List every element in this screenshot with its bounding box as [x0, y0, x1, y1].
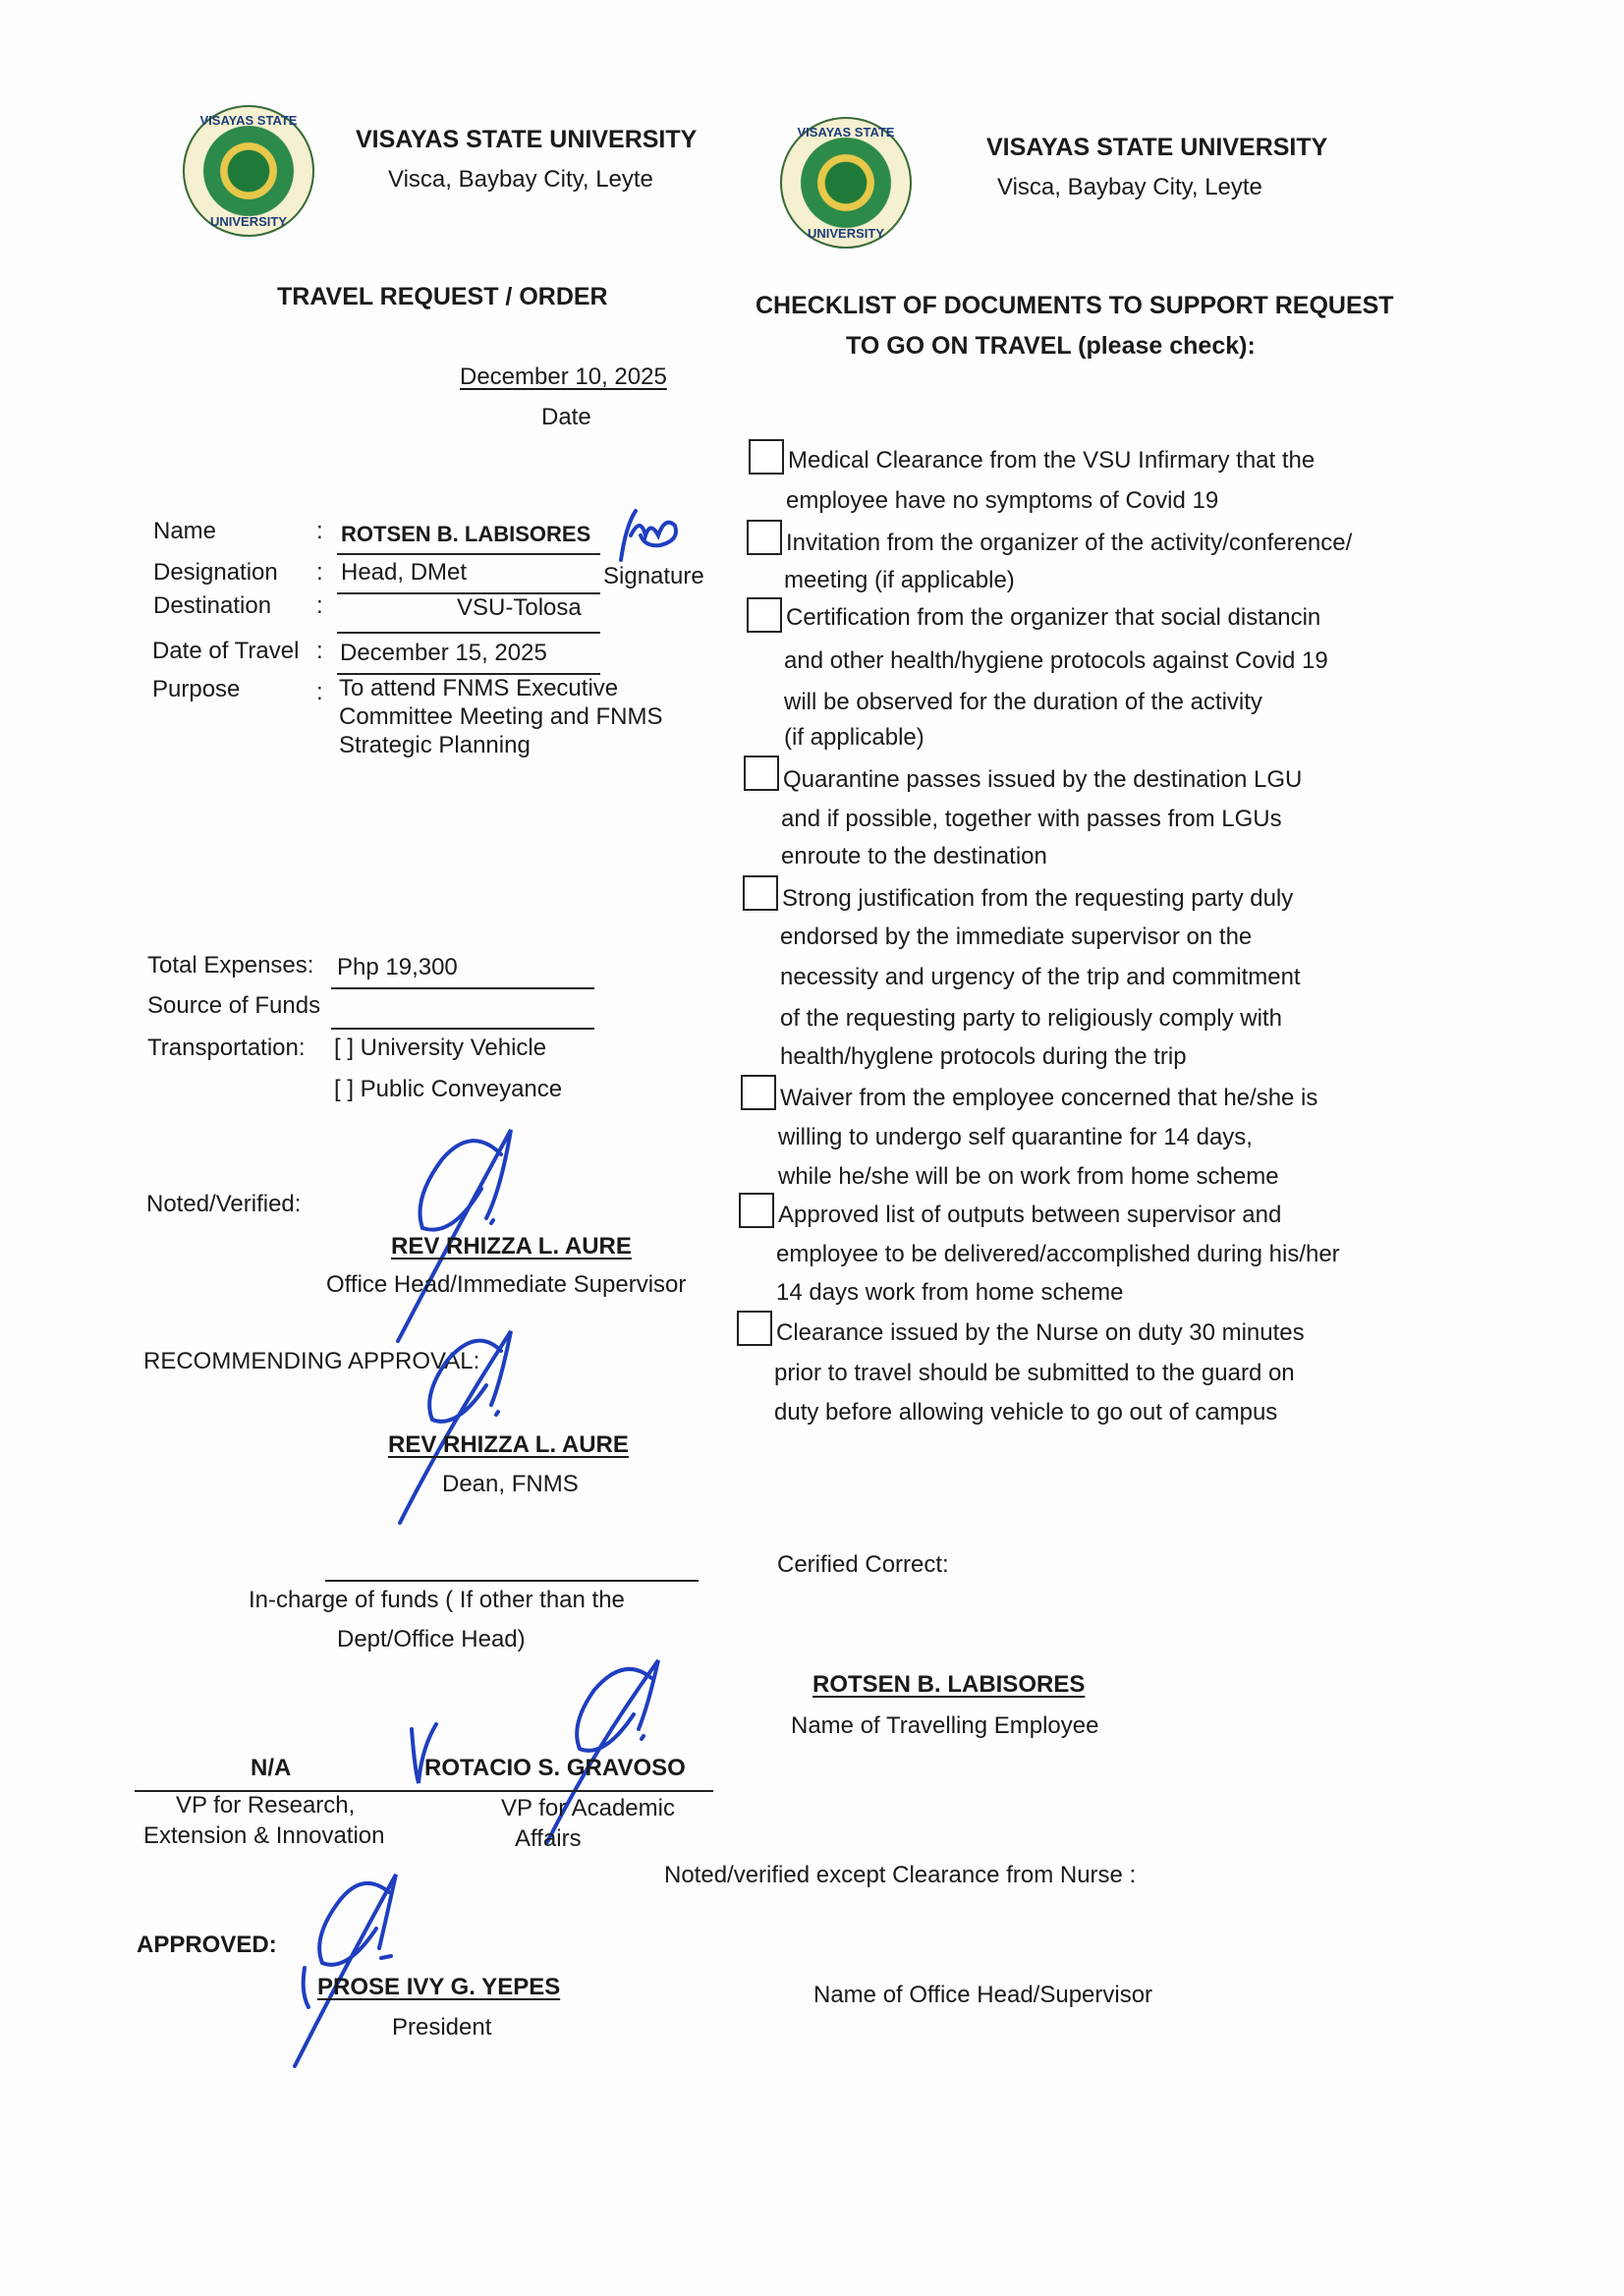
vp-research-name: N/A [251, 1755, 292, 1781]
name-underline [337, 553, 600, 555]
colon: : [316, 638, 323, 664]
destination-value: VSU-Tolosa [457, 594, 582, 621]
checklist-item-text: employee have no symptoms of Covid 19 [786, 487, 1219, 514]
supervisor-title: Office Head/Immediate Supervisor [326, 1271, 687, 1298]
checklist-checkbox[interactable] [747, 520, 782, 555]
dean-signature [398, 1331, 516, 1528]
checklist-checkbox[interactable] [749, 439, 784, 475]
checklist-item-text: Invitation from the organizer of the activity/conference/ [786, 530, 1353, 556]
checklist-item-text: Quarantine passes issued by the destination LGU [783, 766, 1303, 793]
vp-research-title-2: Extension & Innovation [143, 1822, 385, 1849]
certified-correct-label: Cerified Correct: [777, 1551, 949, 1578]
office-head-label: Name of Office Head/Supervisor [813, 1982, 1153, 2008]
purpose-line: Committee Meeting and FNMS [339, 703, 663, 730]
date-label: Date [541, 404, 591, 430]
noted-except-nurse-label: Noted/verified except Clearance from Nurse : [664, 1862, 1137, 1888]
date-of-travel-label: Date of Travel [152, 638, 300, 664]
form-title: TRAVEL REQUEST / ORDER [277, 283, 608, 310]
checklist-item-text: employee to be delivered/accomplished during his/her [776, 1241, 1340, 1267]
vp-academic-title-2: Affairs [515, 1825, 582, 1852]
checklist-item-text: necessity and urgency of the trip and commitment [780, 964, 1301, 990]
total-expenses-value: Php 19,300 [337, 954, 458, 980]
checklist-item-text: Approved list of outputs between supervisor and [778, 1202, 1282, 1228]
checklist-item-text: Clearance issued by the Nurse on duty 30 minutes [776, 1319, 1305, 1346]
colon: : [316, 518, 323, 544]
checklist-item-text: Medical Clearance from the VSU Infirmary that the [788, 447, 1316, 474]
name-label: Name [153, 518, 217, 544]
dean-name: REV RHIZZA L. AURE [388, 1431, 629, 1458]
funds-incharge-label-2: Dept/Office Head) [337, 1626, 526, 1652]
transport-option-public-conveyance[interactable]: [ ] Public Conveyance [334, 1076, 563, 1102]
noted-verified-label: Noted/Verified: [146, 1191, 302, 1217]
source-of-funds-underline [331, 1028, 594, 1030]
president-title: President [392, 2014, 492, 2041]
checklist-checkbox[interactable] [739, 1193, 774, 1228]
checklist-checkbox[interactable] [744, 756, 779, 791]
approved-label: APPROVED: [137, 1932, 277, 1958]
transportation-label: Transportation: [147, 1035, 306, 1061]
checklist-item-text: 14 days work from home scheme [776, 1279, 1124, 1306]
checklist-item-text: and if possible, together with passes from LGUs [781, 806, 1282, 832]
recommending-approval-label: RECOMMENDING APPROVAL: [143, 1348, 480, 1374]
checklist-item-text: Strong justification from the requesting party duly [782, 885, 1294, 912]
checklist-title: CHECKLIST OF DOCUMENTS TO SUPPORT REQUEST [756, 292, 1394, 319]
checklist-checkbox[interactable] [747, 597, 782, 633]
checklist-checkbox[interactable] [737, 1311, 772, 1346]
president-signature [293, 1875, 401, 2071]
checklist-item-text: Certification from the organizer that social distancin [786, 604, 1321, 631]
checklist-item-text: while he/she will be on work from home scheme [778, 1163, 1279, 1190]
name-value: ROTSEN B. LABISORES [341, 522, 591, 546]
university-name-right: VISAYAS STATE UNIVERSITY [986, 134, 1328, 161]
university-address-right: Visca, Baybay City, Leyte [997, 174, 1262, 200]
checklist-item-text: Waiver from the employee concerned that he/she is [780, 1085, 1318, 1111]
checklist-checkbox[interactable] [741, 1075, 776, 1110]
transport-option-university-vehicle[interactable]: [ ] University Vehicle [334, 1035, 547, 1061]
supervisor-name: REV RHIZZA L. AURE [391, 1233, 632, 1260]
purpose-label: Purpose [152, 676, 241, 702]
designation-value: Head, DMet [341, 559, 468, 586]
vp-research-title: VP for Research, [176, 1792, 356, 1819]
designation-label: Designation [153, 559, 278, 586]
funds-incharge-line [325, 1580, 699, 1582]
president-name: PROSE IVY G. YEPES [317, 1974, 561, 2000]
checklist-item-text: of the requesting party to religiously comply with [780, 1005, 1282, 1032]
date-of-travel-value: December 15, 2025 [340, 640, 547, 666]
colon: : [316, 679, 323, 705]
request-date: December 10, 2025 [460, 364, 667, 390]
signature-label: Signature [603, 563, 704, 589]
dean-title: Dean, FNMS [442, 1471, 579, 1497]
colon: : [316, 592, 323, 619]
employee-signature [601, 506, 690, 565]
checklist-checkbox[interactable] [743, 875, 778, 911]
university-seal-right: VISAYAS STATE UNIVERSITY [780, 117, 912, 249]
checklist-item-text: and other health/hygiene protocols against Covid 19 [784, 647, 1328, 674]
university-address-left: Visca, Baybay City, Leyte [388, 166, 653, 193]
destination-label: Destination [153, 592, 272, 619]
purpose-line: Strategic Planning [339, 732, 531, 758]
purpose-line: To attend FNMS Executive [339, 675, 619, 701]
university-seal-left: VISAYAS STATE UNIVERSITY [183, 105, 314, 237]
funds-incharge-label: In-charge of funds ( If other than the [249, 1587, 625, 1613]
checklist-item-text: will be observed for the duration of the activity [784, 689, 1262, 715]
total-expenses-label: Total Expenses: [147, 952, 314, 979]
university-name-left: VISAYAS STATE UNIVERSITY [356, 126, 698, 153]
vp-academic-title: VP for Academic [501, 1795, 675, 1821]
checklist-item-text: (if applicable) [784, 724, 924, 751]
checklist-item-text: prior to travel should be submitted to the guard on [774, 1360, 1295, 1386]
total-expenses-underline [331, 987, 594, 989]
checklist-item-text: endorsed by the immediate supervisor on the [780, 924, 1253, 950]
checklist-item-text: willing to undergo self quarantine for 14 days, [778, 1124, 1253, 1150]
checklist-item-text: enroute to the destination [781, 843, 1047, 869]
colon: : [316, 559, 323, 586]
checklist-title-2: TO GO ON TRAVEL (please check): [846, 332, 1256, 360]
destination-underline [337, 632, 600, 634]
checklist-item-text: meeting (if applicable) [784, 567, 1015, 593]
checklist-item-text: duty before allowing vehicle to go out of campus [774, 1399, 1278, 1426]
travelling-employee-name: ROTSEN B. LABISORES [812, 1671, 1086, 1698]
source-of-funds-label: Source of Funds [147, 992, 321, 1019]
vp-academic-name: ROTACIO S. GRAVOSO [424, 1755, 686, 1781]
travelling-employee-label: Name of Travelling Employee [791, 1712, 1099, 1739]
checklist-item-text: health/hyglene protocols during the trip [780, 1043, 1187, 1070]
